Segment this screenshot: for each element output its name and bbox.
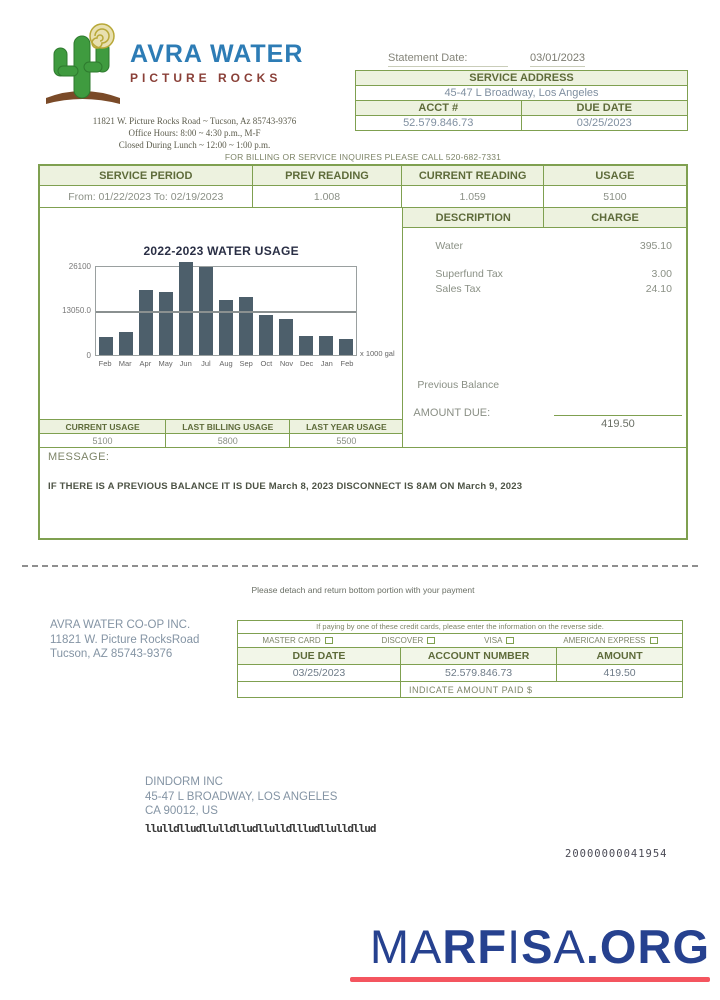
chart-bar [339, 339, 353, 355]
payment-stub-table [237, 620, 683, 698]
service-address-value: 45-47 L Broadway, Los Angeles [356, 86, 687, 100]
usage-summary-table [40, 419, 402, 447]
brand-name: AVRA WATER [130, 40, 304, 68]
message-label: MESSAGE: [48, 451, 110, 463]
company-address-line2: Office Hours: 8:00 ~ 4:30 p.m., M-F [128, 128, 261, 138]
chart-bar [139, 290, 153, 355]
payee-line2: 11821 W. Picture RocksRoad [50, 633, 200, 646]
stub-amount-value: 419.50 [603, 667, 636, 679]
chart-bars [95, 266, 357, 356]
service-period-value: From: 01/22/2023 To: 02/19/2023 [40, 186, 253, 207]
service-address-table [355, 70, 688, 131]
footer-logo-text: MARFISA.ORG [369, 920, 710, 973]
billing-inquiry-notice: FOR BILLING OR SERVICE INQUIRES PLEASE CALL 520-682-7331 [224, 152, 502, 162]
usage-header: USAGE [595, 169, 635, 182]
chart-x-label: Jun [179, 359, 192, 368]
recipient-line1: DINDORM INC [145, 776, 223, 788]
paid-row-spacer [238, 682, 401, 697]
acct-header: ACCT # [356, 101, 522, 115]
detach-dashed-line [22, 565, 698, 567]
recipient-address-block [145, 775, 376, 836]
chart-bar [219, 300, 233, 355]
amount-due-section [403, 401, 686, 447]
water-usage-chart [40, 208, 402, 419]
charge-label: Sales Tax [435, 283, 481, 295]
last-year-usage-header: LAST YEAR USAGE [290, 420, 402, 434]
footer-logo-underline [350, 977, 710, 982]
usage-value: 5100 [603, 190, 627, 203]
stub-amount-header: AMOUNT [596, 650, 643, 662]
chart-ytick-max: 26100 [68, 262, 91, 271]
prev-reading-value: 1.008 [253, 186, 403, 207]
chart-bar [119, 332, 133, 355]
previous-balance-label: Previous Balance [417, 379, 500, 391]
chart-ytick-mid: 13050.0 [62, 306, 91, 315]
amex-checkbox-icon[interactable] [650, 637, 658, 644]
card-options-row [238, 634, 682, 648]
charge-header: CHARGE [591, 211, 639, 224]
chart-x-label: Jul [201, 359, 211, 368]
detach-note: Please detach and return bottom portion with your payment [251, 585, 475, 595]
last-year-usage-value: 5500 [336, 436, 357, 446]
statement-date-value: 03/01/2023 [530, 52, 585, 67]
brand-subtitle: PICTURE ROCKS [130, 71, 282, 85]
service-address-header: SERVICE ADDRESS [356, 71, 687, 85]
payee-address-block [50, 618, 199, 662]
description-header: DESCRIPTION [403, 208, 544, 227]
acct-value: 52.579.846.73 [356, 116, 522, 130]
chart-ytick-zero: 0 [86, 351, 91, 360]
charge-item-water [417, 240, 672, 252]
chart-x-label: Dec [299, 359, 314, 368]
last-billing-usage-value: 5800 [166, 434, 290, 448]
credit-card-note: If paying by one of these credit cards, please enter the information on the reverse side. [238, 621, 682, 634]
stub-account-number-value: 52.579.846.73 [401, 665, 557, 681]
last-billing-usage-header: LAST BILLING USAGE [166, 420, 290, 434]
charge-amount: 3.00 [651, 268, 672, 280]
charge-amount: 24.10 [645, 283, 672, 295]
mastercard-label: MASTER CARD [262, 636, 321, 645]
card-option-discover [382, 636, 436, 645]
chart-bar [159, 292, 173, 355]
chart-x-label: May [158, 359, 173, 368]
charge-amount: 395.10 [639, 240, 672, 252]
mastercard-checkbox-icon[interactable] [325, 637, 333, 644]
chart-x-label: Feb [98, 359, 112, 368]
company-logo-block [42, 22, 347, 151]
chart-title: 2022-2023 WATER USAGE [143, 244, 299, 258]
chart-bar [319, 336, 333, 355]
company-address [42, 115, 347, 151]
amex-label: AMERICAN EXPRESS [563, 636, 646, 645]
company-address-line1: 11821 W. Picture Rocks Road ~ Tucson, Az 85743-9376 [92, 116, 297, 126]
chart-x-label: Aug [219, 359, 233, 368]
current-usage-value: 5100 [40, 434, 166, 448]
recipient-line3: CA 90012, US [145, 805, 218, 817]
current-usage-header: CURRENT USAGE [40, 420, 166, 434]
chart-unit-label: x 1000 gal [360, 349, 395, 358]
chart-bar [279, 319, 293, 355]
stub-due-date-value: 03/25/2023 [238, 665, 401, 681]
discover-label: DISCOVER [381, 636, 424, 645]
cactus-logo-icon [42, 22, 122, 113]
stub-due-date-header: DUE DATE [238, 648, 401, 664]
bill-detail-box [38, 164, 688, 540]
current-reading-value: 1.059 [402, 186, 543, 207]
chart-bar [179, 262, 193, 355]
chart-x-label: Oct [260, 359, 273, 368]
visa-label: VISA [484, 636, 503, 645]
chart-x-label: Nov [279, 359, 294, 368]
recipient-line2: 45-47 L BROADWAY, LOS ANGELES [145, 790, 338, 803]
chart-xlabels [95, 359, 357, 368]
payee-line3: Tucson, AZ 85743-9376 [50, 648, 173, 660]
chart-bar [99, 337, 113, 355]
message-section [40, 448, 686, 542]
due-date-header: DUE DATE [522, 101, 688, 115]
chart-x-label: Feb [340, 359, 354, 368]
charges-panel [402, 208, 686, 447]
chart-x-label: Mar [118, 359, 132, 368]
card-option-mastercard [262, 636, 332, 645]
statement-date-label: Statement Date: [388, 52, 508, 67]
charge-label: Superfund Tax [435, 268, 503, 280]
company-address-line3: Closed During Lunch ~ 12:00 ~ 1:00 p.m. [118, 140, 271, 150]
message-text: IF THERE IS A PREVIOUS BALANCE IT IS DUE March 8, 2023 DISCONNECT IS 8AM ON March 9, 2023 [48, 481, 523, 492]
chart-bar [259, 315, 273, 355]
charge-item-superfund [417, 268, 672, 280]
card-option-amex [563, 636, 657, 645]
chart-gridline [96, 311, 356, 313]
chart-x-label: Apr [139, 359, 152, 368]
current-reading-header: CURRENT READING [402, 166, 543, 185]
prev-reading-header: PREV READING [253, 166, 403, 185]
usage-table-header-row [40, 166, 686, 186]
amount-due-value: 419.50 [554, 415, 682, 430]
usage-table-value-row [40, 186, 686, 208]
discover-checkbox-icon[interactable] [427, 637, 435, 644]
amount-paid-field[interactable]: INDICATE AMOUNT PAID $ [408, 684, 533, 695]
footer-site-logo [350, 922, 710, 982]
amount-due-label: AMOUNT DUE: [413, 407, 491, 419]
statement-date-row [388, 52, 688, 67]
stub-account-number-header: ACCOUNT NUMBER [401, 648, 557, 664]
card-option-visa [484, 636, 514, 645]
chart-x-label: Sep [239, 359, 253, 368]
charge-label: Water [435, 240, 464, 252]
postal-barcode: llulldlludllulldlludllulldllludllulldllud [145, 821, 376, 835]
due-date-value: 03/25/2023 [522, 116, 688, 130]
service-period-header: SERVICE PERIOD [40, 166, 253, 185]
chart-bar [299, 336, 313, 355]
chart-bar [239, 297, 253, 355]
visa-checkbox-icon[interactable] [506, 637, 514, 644]
document-number: 20000000041954 [565, 848, 668, 860]
charge-item-sales-tax [417, 283, 672, 295]
chart-x-label: Jan [320, 359, 333, 368]
payee-line1: AVRA WATER CO-OP INC. [50, 619, 191, 631]
